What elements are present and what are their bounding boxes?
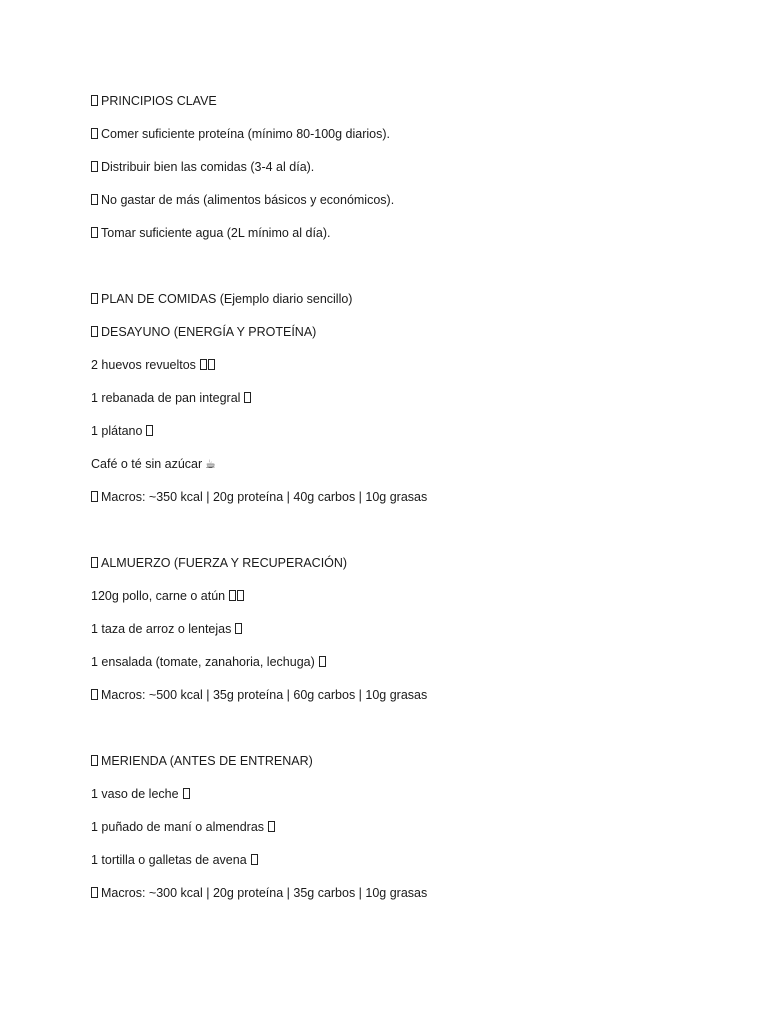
paragraph-gap [91, 258, 691, 291]
macros-text: Macros: ~300 kcal | 20g proteína | 35g carbos | 10g grasas [101, 886, 428, 900]
list-item [91, 126, 691, 142]
heading-text: MERIENDA (ANTES DE ENTRENAR) [101, 754, 313, 768]
item-text: 1 puñado de maní o almendras [91, 820, 265, 834]
list-item [91, 390, 691, 406]
item-text: 2 huevos revueltos [91, 358, 196, 372]
missing-emoji-icon [244, 392, 251, 403]
paragraph-gap [91, 720, 691, 753]
item-text: 1 ensalada (tomate, zanahoria, lechuga) [91, 655, 315, 669]
item-text: 1 rebanada de pan integral [91, 391, 241, 405]
missing-emoji-icon [91, 689, 98, 700]
missing-emoji-icon [235, 623, 242, 634]
list-item [91, 225, 691, 241]
missing-emoji-icon [251, 854, 258, 865]
heading-text: DESAYUNO (ENERGÍA Y PROTEÍNA) [101, 325, 317, 339]
heading-text: PLAN DE COMIDAS (Ejemplo diario sencillo) [101, 292, 353, 306]
item-text: Distribuir bien las comidas (3-4 al día). [101, 160, 315, 174]
missing-emoji-icon [91, 557, 98, 568]
coffee-cup-icon: ☕ [205, 457, 216, 471]
list-item [91, 786, 691, 802]
missing-emoji-icon [91, 293, 98, 304]
item-text: No gastar de más (alimentos básicos y económicos). [101, 193, 395, 207]
missing-emoji-icon [91, 326, 98, 337]
list-item [91, 159, 691, 175]
meal-heading-desayuno [91, 324, 691, 340]
item-text: 1 taza de arroz o lentejas [91, 622, 232, 636]
macros-line [91, 687, 691, 703]
meal-heading-almuerzo [91, 555, 691, 571]
missing-emoji-icon [183, 788, 190, 799]
paragraph-gap [91, 522, 691, 555]
list-item [91, 357, 691, 373]
list-item [91, 588, 691, 604]
meal-heading-merienda [91, 753, 691, 769]
list-item [91, 621, 691, 637]
missing-emoji-icon [229, 590, 236, 601]
list-item [91, 192, 691, 208]
item-text: Comer suficiente proteína (mínimo 80-100g diarios). [101, 127, 391, 141]
item-text: 1 vaso de leche [91, 787, 179, 801]
missing-emoji-icon [208, 359, 215, 370]
macros-line [91, 885, 691, 901]
item-text: Café o té sin azúcar [91, 457, 203, 471]
heading-text: PRINCIPIOS CLAVE [101, 94, 217, 108]
list-item [91, 852, 691, 868]
document-body [91, 93, 691, 918]
missing-emoji-icon [91, 491, 98, 502]
macros-line [91, 489, 691, 505]
list-item [91, 654, 691, 670]
missing-emoji-icon [200, 359, 207, 370]
section-heading-plan [91, 291, 691, 307]
missing-emoji-icon [91, 161, 98, 172]
missing-emoji-icon [146, 425, 153, 436]
heading-text: ALMUERZO (FUERZA Y RECUPERACIÓN) [101, 556, 348, 570]
item-text: 120g pollo, carne o atún [91, 589, 226, 603]
missing-emoji-icon [91, 755, 98, 766]
macros-text: Macros: ~500 kcal | 35g proteína | 60g carbos | 10g grasas [101, 688, 428, 702]
missing-emoji-icon [237, 590, 244, 601]
missing-emoji-icon [91, 194, 98, 205]
missing-emoji-icon [91, 227, 98, 238]
macros-text: Macros: ~350 kcal | 20g proteína | 40g carbos | 10g grasas [101, 490, 428, 504]
missing-emoji-icon [91, 887, 98, 898]
list-item [91, 423, 691, 439]
list-item [91, 456, 691, 472]
item-text: Tomar suficiente agua (2L mínimo al día). [101, 226, 331, 240]
list-item [91, 819, 691, 835]
missing-emoji-icon [91, 128, 98, 139]
item-text: 1 tortilla o galletas de avena [91, 853, 247, 867]
section-heading-principios [91, 93, 691, 109]
missing-emoji-icon [319, 656, 326, 667]
item-text: 1 plátano [91, 424, 143, 438]
missing-emoji-icon [268, 821, 275, 832]
missing-emoji-icon [91, 95, 98, 106]
